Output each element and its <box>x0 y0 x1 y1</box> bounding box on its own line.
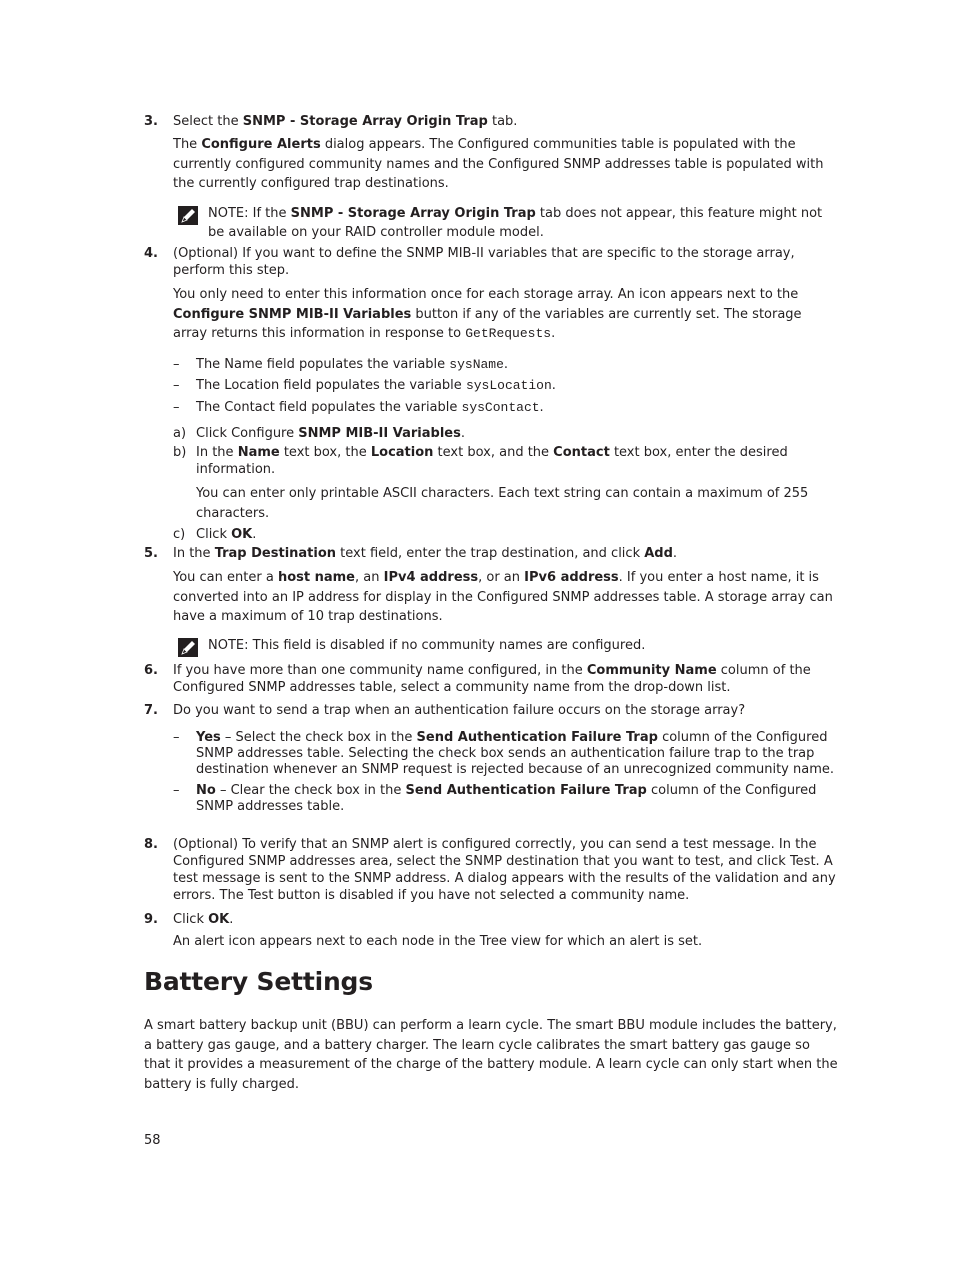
list-item-yes: – Yes – Select the check box in the Send Authentication Failure Trap column of the Configured SNMP addresses table. Selecting the check box sends an authentication failure trap to the trap destination whenever an SNMP request is rejected because of an unrecognized community name. <box>173 730 835 777</box>
step-3 <box>144 113 839 242</box>
step-3-line: Select the SNMP - Storage Array Origin Trap tab. <box>173 114 518 129</box>
step-8-line: (Optional) To verify that an SNMP alert is configured correctly, you can send a test message. In the Configured SNMP addresses area, select the SNMP destination that you want to test, and click Test. A test message is sent to the SNMP address. A dialog appears with the results of the validation and any errors. The Test button is disabled if you have not selected a community name. <box>173 837 836 903</box>
step-number: 7. <box>144 703 158 718</box>
step-5-line: In the Trap Destination text field, enter the trap destination, and click Add. <box>173 546 678 561</box>
note-pencil-icon <box>178 206 198 225</box>
list-item-no: – No – Clear the check box in the Send Authentication Failure Trap column of the Configured SNMP addresses table. <box>173 783 817 814</box>
step-7 <box>144 702 839 815</box>
page-number: 58 <box>144 1133 161 1148</box>
step-5-para: You can enter a host name, an IPv4 address, or an IPv6 address. If you enter a host name, it is converted into an IP address for display in the Configured SNMP addresses table. A storage array can have a maximum of 10 trap destinations. <box>173 570 833 624</box>
step-8 <box>144 836 839 904</box>
step-6-line: If you have more than one community name configured, in the Community Name column of the Configured SNMP addresses table, select a community name from the drop-down list. <box>173 663 811 695</box>
substep-c: c) Click OK. <box>173 527 257 542</box>
step-number: 5. <box>144 546 158 561</box>
step-6 <box>144 662 839 696</box>
step-number: 3. <box>144 114 158 129</box>
section-paragraph: A smart battery backup unit (BBU) can perform a learn cycle. The smart BBU module includes the battery, a battery gas gauge, and a battery charger. The learn cycle calibrates the smart battery gas gauge so that it provides a measurement of the charge of the battery module. A learn cycle can only start when the battery is fully charged. <box>144 1018 838 1092</box>
list-item: – The Name field populates the variable sysName. <box>173 356 509 372</box>
substep-b: b) In the Name text box, the Location text box, and the Contact text box, enter the desired information. You can enter only printable ASCII characters. Each text string can contain a maximum of 255 characters. <box>173 445 809 521</box>
step-number: 8. <box>144 837 158 852</box>
step-9 <box>144 911 839 950</box>
section-heading: Battery Settings <box>144 967 373 996</box>
variable-list <box>173 354 839 419</box>
substep-a: a) Click Configure SNMP MIB-II Variables. <box>173 426 465 441</box>
step-4-line: (Optional) If you want to define the SNMP MIB-II variables that are specific to the storage array, perform this step. <box>173 246 795 278</box>
step-7-line: Do you want to send a trap when an authentication failure occurs on the storage array? <box>173 703 746 718</box>
step-5 <box>144 545 839 654</box>
step-number: 4. <box>144 246 158 261</box>
list-item: – The Contact field populates the variable sysContact. <box>173 399 544 415</box>
step-4-para: You only need to enter this information once for each storage array. An icon appears next to the Configure SNMP MIB-II Variables button if any of the variables are currently set. The storage array returns this information in response to GetRequests. <box>173 287 802 341</box>
step-number: 9. <box>144 912 158 927</box>
step-3-para: The Configure Alerts dialog appears. The Configured communities table is populated with the currently configured community names and the Configured SNMP addresses table is populated with the currently configured trap destinations. <box>173 137 824 191</box>
note: NOTE: If the SNMP - Storage Array Origin Trap tab does not appear, this feature might not be available on your RAID controller module model. <box>173 204 839 242</box>
step-4 <box>144 245 839 543</box>
list-item: – The Location field populates the variable sysLocation. <box>173 378 556 393</box>
step-9-para: An alert icon appears next to each node in the Tree view for which an alert is set. <box>173 934 703 949</box>
step-9-line: Click OK. <box>173 912 234 927</box>
step-number: 6. <box>144 663 158 678</box>
note: NOTE: This field is disabled if no community names are configured. <box>173 637 839 654</box>
note-pencil-icon <box>178 638 198 657</box>
